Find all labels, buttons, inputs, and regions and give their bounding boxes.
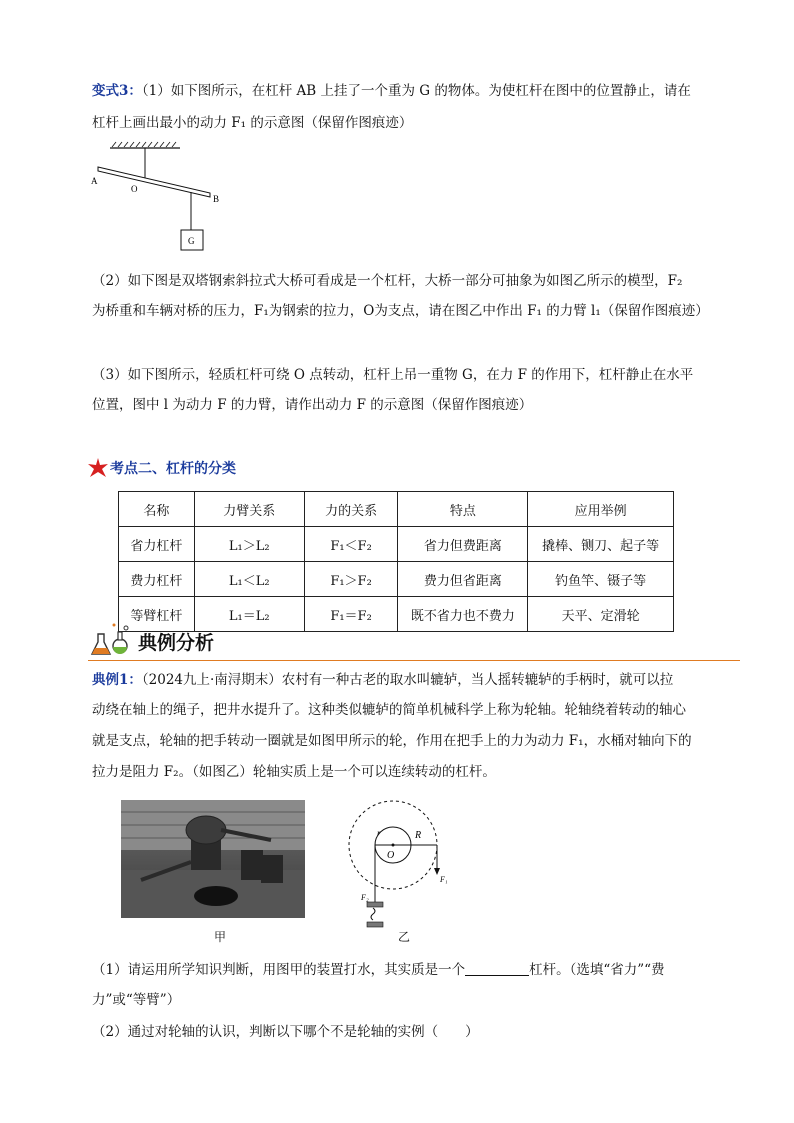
wheel-axle-diagram (345, 798, 465, 940)
table-cell: 省力但费距离 (398, 527, 528, 562)
example-q1-line2: 力”或“等臂”） (92, 992, 181, 1008)
table-cell: 费力但省距离 (398, 562, 528, 597)
example-line1: 典例1：（2024九上·南浔期末）农村有一种古老的取水叫辘轳，当人摇转辘轳的手柄时，就可以拉 (92, 672, 674, 688)
table-header: 力的关系 (304, 492, 398, 527)
fig-yi-caption: 乙 (398, 930, 411, 944)
example-line2: 动绕在轴上的绳子，把井水提升了。这种类似辘轳的简单机械科学上称为轮轴。轮轴绕着转动的轴心 (92, 702, 686, 718)
table-cell: 等臂杠杆 (119, 597, 195, 632)
table-cell: L₁＜L₂ (194, 562, 304, 597)
table-header-row (119, 492, 674, 527)
label-o: O (131, 184, 138, 194)
red-star-icon (88, 458, 108, 478)
table-cell: 天平、定滑轮 (528, 597, 674, 632)
section2-title: 考点二、杠杆的分类 (110, 461, 236, 477)
variant-q1-line1: 变式3：（1）如下图所示，在杠杆 AB 上挂了一个重为 G 的物体。为使杠杆在图中的位置静止，请在 (92, 83, 691, 99)
table-cell: F₁＜F₂ (304, 527, 398, 562)
table-cell: 费力杠杆 (119, 562, 195, 597)
table-cell: 省力杠杆 (119, 527, 195, 562)
fig-jia-caption: 甲 (214, 930, 227, 944)
label-b: B (213, 194, 220, 204)
lever-classification-table (118, 491, 674, 632)
example-q2: （2）通过对轮轴的认识，判断以下哪个不是轮轴的实例（ ） (92, 1024, 479, 1040)
example-line4: 拉力是阻力 F₂。（如图乙）轮轴实质上是一个可以连续转动的杠杆。 (92, 764, 496, 780)
variant-q3-line1: （3）如下图所示，轻质杠杆可绕 O 点转动，杠杆上吊一重物 G，在力 F 的作用下，杠杆静止在水平 (92, 367, 694, 383)
example-tag: 典例1： (92, 672, 142, 688)
answer-blank[interactable] (465, 961, 529, 976)
label-a: A (91, 176, 98, 186)
label-o-axle: O (387, 850, 395, 861)
flask-icon (90, 620, 134, 660)
section2-heading (88, 458, 236, 478)
table-cell: L₁＝L₂ (194, 597, 304, 632)
example-line3: 就是支点，轮轴的把手转动一圈就是如图甲所示的轮，作用在把手上的力为动力 F₁，水桶对轴向下的 (92, 733, 692, 749)
well-windlass-photo (121, 800, 305, 918)
table-row (119, 562, 674, 597)
table-cell: F₁＝F₂ (304, 597, 398, 632)
variant-q3-line2: 位置，图中 l 为动力 F 的力臂，请作出动力 F 的示意图（保留作图痕迹） (92, 397, 533, 413)
label-r: r (377, 828, 381, 838)
example-q1-line1: （1）请运用所学知识判断，用图甲的装置打水，其实质是一个 杠杆。（选填“省力”“费 (92, 962, 665, 978)
table-header: 应用举例 (528, 492, 674, 527)
lever-figure-1 (88, 140, 228, 255)
table-cell: 钓鱼竿、镊子等 (528, 562, 674, 597)
table-cell: F₁＞F₂ (304, 562, 398, 597)
table-cell: L₁＞L₂ (194, 527, 304, 562)
table-row (119, 527, 674, 562)
variant-tag: 变式3： (92, 83, 142, 99)
table-header: 特点 (398, 492, 528, 527)
label-g: G (188, 236, 195, 246)
variant-q2-line2: 为桥重和车辆对桥的压力，F₁为钢索的拉力，O为支点，请在图乙中作出 F₁ 的力臂 l₁（保留作图痕迹） (92, 303, 709, 319)
label-f1: F₁ (440, 875, 448, 884)
label-f2: F₂ (361, 893, 369, 902)
example-header-title: 典例分析 (138, 632, 215, 654)
label-big-r: R (415, 830, 422, 841)
table-header: 名称 (119, 492, 195, 527)
table-cell: 既不省力也不费力 (398, 597, 528, 632)
table-header: 力臂关系 (194, 492, 304, 527)
table-cell: 撬棒、铡刀、起子等 (528, 527, 674, 562)
variant-q2-line1: （2）如下图是双塔钢索斜拉式大桥可看成是一个杠杆，大桥一部分可抽象为如图乙所示的模型，F₂ (92, 273, 683, 289)
variant-q1-line2: 杠杆上画出最小的动力 F₁ 的示意图（保留作图痕迹） (92, 115, 413, 131)
